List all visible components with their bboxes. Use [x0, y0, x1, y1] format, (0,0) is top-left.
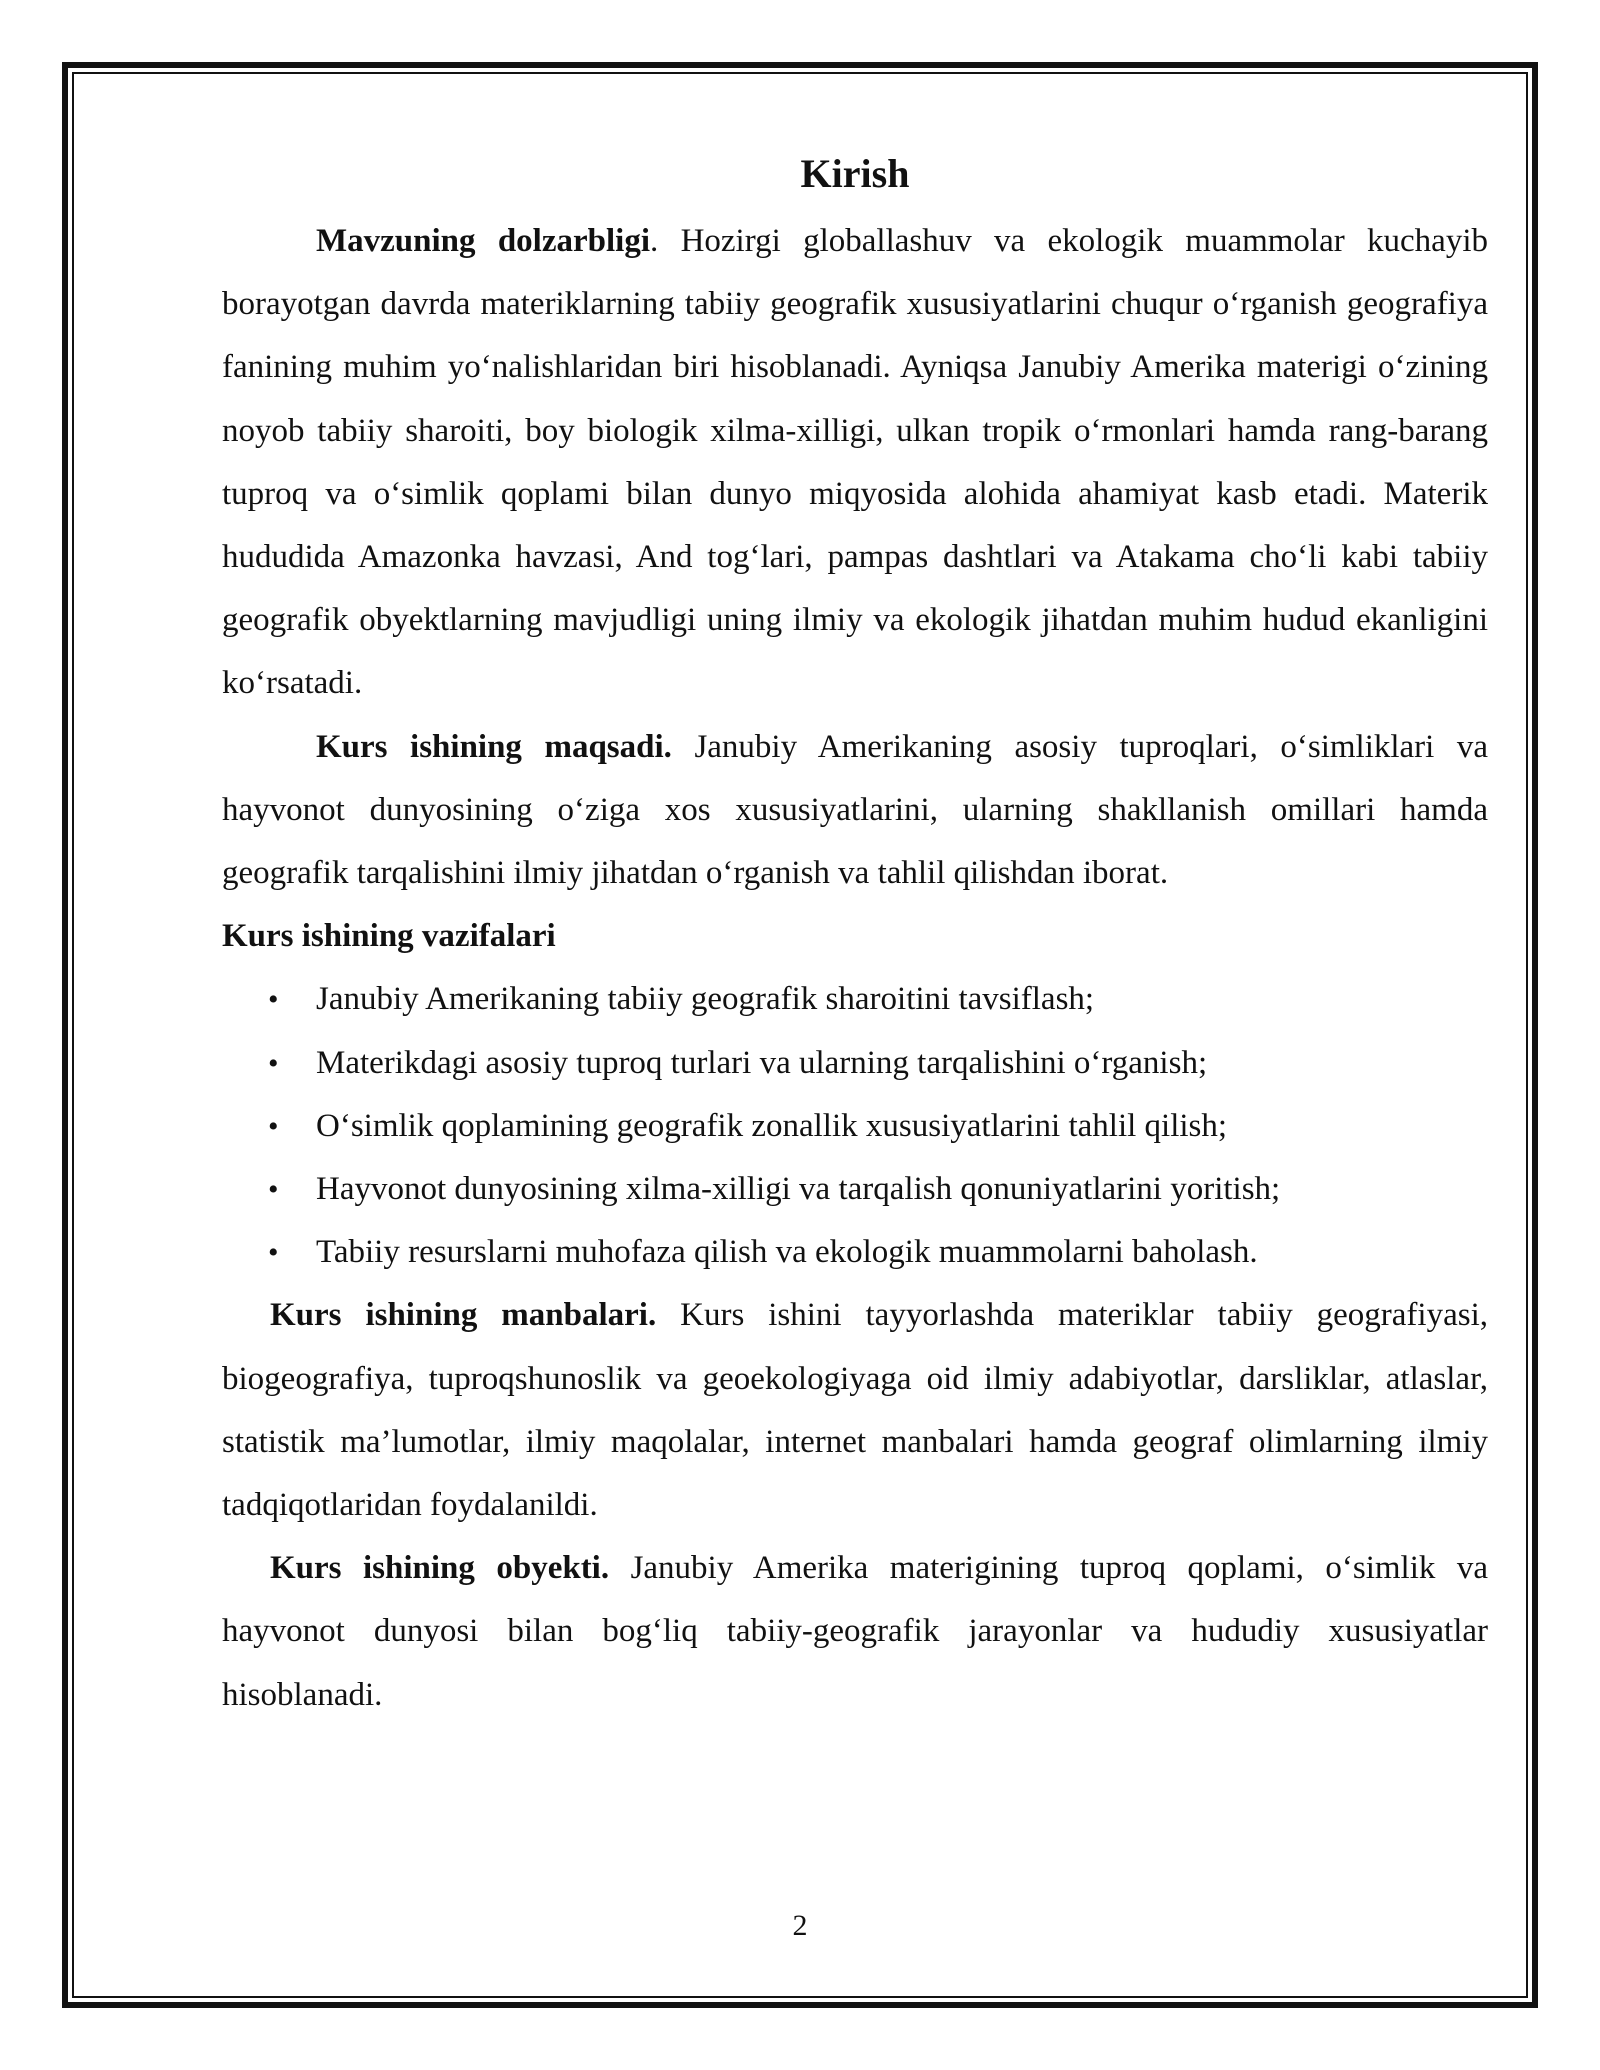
object-text: Janubiy Amerika materigining tuproq qoplami, o‘simlik va hayvonot dunyosi bilan bog‘liq tabiiy-geografik jarayonlar va hududiy xususiyatlar hisoblanadi.: [222, 1550, 1488, 1713]
relevance-heading: Mavzuning dolzarbligi: [316, 223, 651, 259]
task-text: Materikdagi asosiy tuproq turlari va ularning tarqalishini o‘rganish;: [316, 1044, 1208, 1081]
task-text: Janubiy Amerikaning tabiiy geografik sharoitini tavsiflash;: [316, 981, 1095, 1018]
task-text: O‘simlik qoplamining geografik zonallik xususiyatlarini tahlil qilish;: [316, 1107, 1228, 1144]
bullet-icon: •: [268, 1046, 279, 1080]
sources-text: Kurs ishini tayyorlashda materiklar tabiiy geografiyasi, biogeografiya, tuproqshunoslik va geoekologiyaga oid ilmiy adabiyotlar, darsliklar, atlaslar, statistik ma’lumotlar, ilmiy maqolalar, internet manbalari hamda geograf olimlarning ilmiy tadqiqotlaridan foydalanildi.: [222, 1297, 1488, 1524]
page-content: [222, 144, 1488, 1727]
relevance-text: . Hozirgi globallashuv va ekologik muammolar kuchayib borayotgan davrda materiklarning tabiiy geografik xususiyatlarini chuqur o‘rganish geografiya fanining muhim yo‘nalishlaridan biri hisoblanadi. Ayniqsa Janubiy Amerika materigi o‘zining noyob tabiiy sharoiti, boy biologik xilma-xilligi, ulkan tropik o‘rmonlari hamda rang-barang tuproq va o‘simlik qoplami bilan dunyo miqyosida alohida ahamiyat kasb etadi. Materik hududida Amazonka havzasi, And tog‘lari, pampas dashtlari va Atakama cho‘li kabi tabiiy geografik obyektlarning mavjudligi uning ilmiy va ekologik jihatdan muhim hudud ekanligini ko‘rsatadi.: [222, 223, 1489, 702]
list-item: [222, 1221, 1488, 1284]
tasks-heading: Kurs ishining vazifalari: [222, 918, 556, 955]
tasks-list: [222, 968, 1488, 1284]
goal-heading: Kurs ishining maqsadi.: [316, 728, 672, 765]
list-item: [222, 1032, 1488, 1095]
page-title: Kirish: [800, 151, 910, 196]
page-number: 2: [792, 1909, 808, 1942]
sources-heading: Kurs ishining manbalari.: [270, 1297, 657, 1334]
bullet-icon: •: [268, 1109, 279, 1143]
object-paragraph: [222, 1537, 1488, 1727]
task-text: Hayvonot dunyosining xilma-xilligi va tarqalish qonuniyatlarini yoritish;: [316, 1171, 1281, 1208]
list-item: [222, 1158, 1488, 1221]
goal-paragraph: [222, 716, 1488, 906]
task-text: Tabiiy resurslarni muhofaza qilish va ekologik muammolarni baholash.: [316, 1234, 1258, 1271]
object-heading: Kurs ishining obyekti.: [270, 1550, 610, 1587]
sources-paragraph: [222, 1284, 1488, 1537]
list-item: [222, 1095, 1488, 1158]
relevance-paragraph: [222, 210, 1488, 716]
goal-text: Janubiy Amerikaning asosiy tuproqlari, o‘simliklari va hayvonot dunyosining o‘ziga xos xususiyatlarini, ularning shakllanish omillari hamda geografik tarqalishini ilmiy jihatdan o‘rganish va tahlil qilishdan iborat.: [222, 728, 1489, 892]
list-item: [222, 968, 1488, 1031]
bullet-icon: •: [268, 1173, 279, 1207]
bullet-icon: •: [268, 983, 279, 1017]
bullet-icon: •: [268, 1236, 279, 1270]
